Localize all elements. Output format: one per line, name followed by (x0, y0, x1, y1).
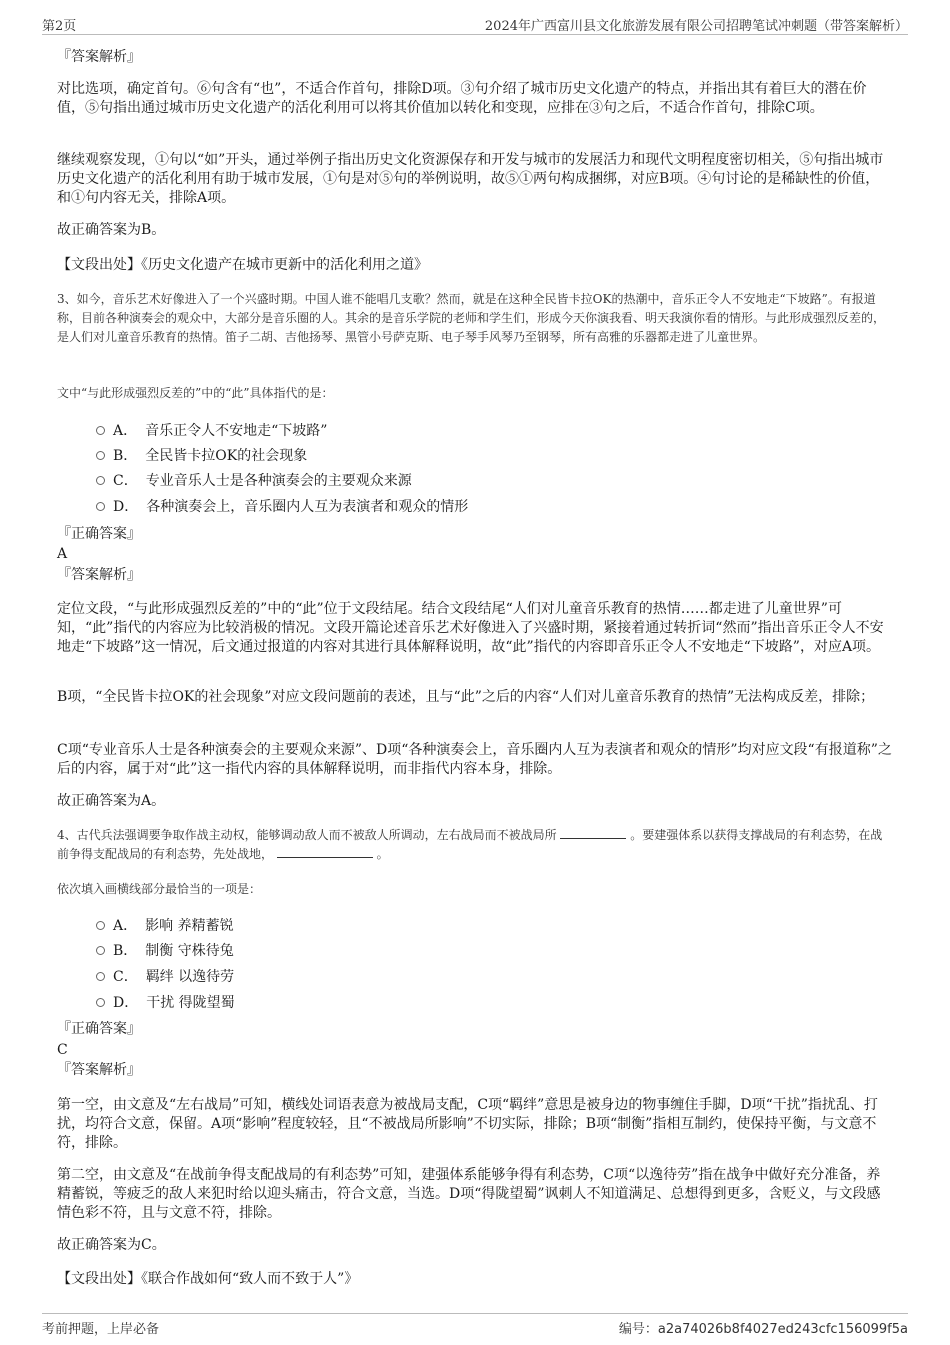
footer-slogan: 考前押题，上岸必备 (42, 1322, 160, 1337)
radio-button[interactable] (96, 998, 105, 1007)
document-code: 编号：a2a74026b8f4027ed243cfc156099f5a (618, 1322, 908, 1337)
q3-answer-label: 『正确答案』 (57, 526, 141, 542)
q3-analysis-label: 『答案解析』 (57, 567, 141, 583)
q3-option-d[interactable]: D． 各种演奏会上，音乐圈内人互为表演者和观众的情形 (96, 496, 468, 516)
q4-analysis-label: 『答案解析』 (57, 1062, 141, 1078)
q4-analysis-para1: 第一空，由文意及“左右战局”可知，横线处词语表意为被战局支配，C项“羁绊”意思是被身边的物事缠住手脚，D项“干扰”指扰乱、打扰，均符合文意，保留。A项“影响”程度较轻，且“不被战局所影响”不切实际，排除；B项“制衡”指相互制约，使保持平衡，与文意不符，排除。 (57, 1097, 878, 1151)
q4-conclusion: 故正确答案为C。 (57, 1237, 166, 1253)
document-title: 2024年广西富川县文化旅游发展有限公司招聘笔试冲刺题（带答案解析） (484, 19, 908, 34)
q4-option-c[interactable]: C． 羁绊 以逸待劳 (96, 966, 234, 986)
q3-option-c[interactable]: C． 专业音乐人士是各种演奏会的主要观众来源 (96, 470, 412, 490)
radio-button[interactable] (96, 451, 105, 460)
q2-source: 【文段出处】《历史文化遗产在城市更新中的活化利用之道》 (57, 257, 428, 273)
fill-blank-2[interactable] (277, 845, 373, 858)
page-header (42, 12, 908, 35)
q3-analysis-para2: B项，“全民皆卡拉OK的社会现象”对应文段问题前的表述，且与“此”之后的内容“人们对儿童音乐教育的热情”无法构成反差，排除； (57, 689, 875, 705)
radio-button[interactable] (96, 921, 105, 930)
q4-question: 依次填入画横线部分最恰当的一项是： (57, 882, 262, 896)
radio-button[interactable] (96, 476, 105, 485)
radio-button[interactable] (96, 946, 105, 955)
q2-analysis-label: 『答案解析』 (57, 49, 141, 65)
radio-button[interactable] (96, 972, 105, 981)
q4-answer: C (57, 1042, 68, 1058)
radio-button[interactable] (96, 502, 105, 511)
q2-conclusion: 故正确答案为B。 (57, 222, 166, 238)
q4-analysis-para2: 第二空，由文意及“在战前争得支配战局的有利态势”可知，建强体系能够争得有利态势，C项“以逸待劳”指在战争中做好充分准备，养精蓄锐，等疲乏的敌人来犯时给以迎头痛击，符合文意，当选。D项“得陇望蜀”讽刺人不知道满足、总想得到更多，含贬义，与文段感情色彩不符，且与文意不符，排除。 (57, 1167, 881, 1221)
q3-analysis-para3: C项“专业音乐人士是各种演奏会的主要观众来源”、D项“各种演奏会上，音乐圈内人互为表演者和观众的情形”均对应文段“有报道称”之后的内容，属于对“此”这一指代内容的具体解释说明，而非指代内容本身，排除。 (57, 742, 892, 777)
q4-passage: 4、古代兵法强调要争取作战主动权，能够调动敌人而不被敌人所调动，左右战局而不被战局所 。要建强体系以获得支撑战局的有利态势，在战前争得支配战局的有利态势，先处战地， 。 (57, 828, 883, 861)
radio-button[interactable] (96, 426, 105, 435)
q3-conclusion: 故正确答案为A。 (57, 793, 166, 809)
q3-option-a[interactable]: A． 音乐正令人不安地走“下坡路” (96, 420, 327, 440)
q3-option-b[interactable]: B． 全民皆卡拉OK的社会现象 (96, 445, 307, 465)
q3-question: 文中“与此形成强烈反差的”中的“此”具体指代的是： (57, 386, 334, 400)
q2-analysis-para2: 继续观察发现，①句以“如”开头，通过举例子指出历史文化资源保存和开发与城市的发展活力和现代文明程度密切相关，⑤句指出城市历史文化遗产的活化利用有助于城市发展，①句是对⑤句的举例说明，故⑤①两句构成捆绑，对应B项。④句讨论的是稀缺性的价值，和①句内容无关，排除A项。 (57, 152, 884, 206)
q3-analysis-para1: 定位文段，“与此形成强烈反差的”中的“此”位于文段结尾。结合文段结尾“人们对儿童音乐教育的热情……都走进了儿童世界”可知，“此”指代的内容应为比较消极的情况。文段开篇论述音乐艺术好像进入了兴盛时期，紧接着通过转折词“然而”指出音乐正令人不安地走“下坡路”这一情况，后文通过报道的内容对其进行具体解释说明，故“此”指代的内容即音乐正令人不安地走“下坡路”，对应A项。 (57, 601, 884, 655)
q4-option-a[interactable]: A． 影响 养精蓄锐 (96, 915, 234, 935)
page-footer (42, 1313, 908, 1336)
page-number: 第2页 (42, 19, 77, 34)
q4-option-d[interactable]: D． 干扰 得陇望蜀 (96, 992, 235, 1012)
q4-answer-label: 『正确答案』 (57, 1021, 141, 1037)
q2-analysis-para1: 对比选项，确定首句。⑥句含有“也”，不适合作首句，排除D项。③句介绍了城市历史文化遗产的特点，并指出其有着巨大的潜在价值，⑤句指出通过城市历史文化遗产的活化利用可以将其价值加以转化和变现，应排在③句之后，不适合作首句，排除C项。 (57, 81, 867, 116)
fill-blank-1[interactable] (560, 826, 626, 839)
q4-source: 【文段出处】《联合作战如何“致人而不致于人”》 (57, 1271, 359, 1287)
q3-passage: 3、如今，音乐艺术好像进入了一个兴盛时期。中国人谁不能唱几支歌？然而，就是在这种全民皆卡拉OK的热潮中，音乐正令人不安地走“下坡路”。有报道称，目前各种演奏会的观众中，大部分是音乐圈的人。其余的是音乐学院的老师和学生们，形成今天你演我看、明天我演你看的情形。与此形成强烈反差的，是人们对儿童音乐教育的热情。笛子二胡、吉他扬琴、黑管小号萨克斯、电子琴手风琴乃至钢琴，所有高雅的乐器都走进了儿童世界。 (57, 292, 886, 344)
q4-option-b[interactable]: B． 制衡 守株待兔 (96, 940, 234, 960)
q3-answer: A (57, 546, 68, 562)
